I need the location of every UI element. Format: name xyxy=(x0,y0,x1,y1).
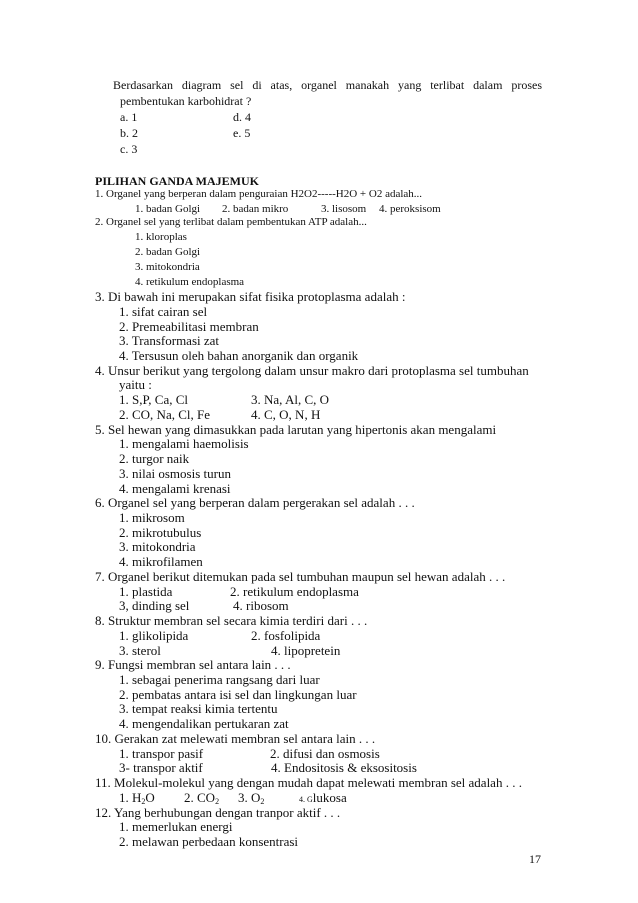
q7-option-2: 2. retikulum endoplasma xyxy=(230,583,359,599)
q9-option-1: 1. sebagai penerima rangsang dari luar xyxy=(119,672,320,687)
intro-option-e: e. 5 xyxy=(233,126,251,140)
q5-option-4: 4. mengalami krenasi xyxy=(119,480,231,496)
q12-option-1: 1. memerlukan energi xyxy=(119,819,233,835)
q4-option-2: 2. CO, Na, Cl, Fe xyxy=(119,406,210,422)
q11-option-4-pre: 4. G xyxy=(299,794,313,804)
q7-option-1: 1. plastida xyxy=(119,583,173,599)
q9-option-3: 3. tempat reaksi kimia tertentu xyxy=(119,701,278,717)
q9-option-2: 2. pembatas antara isi sel dan lingkungan luar xyxy=(119,686,357,702)
page-number: 17 xyxy=(529,852,541,866)
q8-option-3: 3. sterol xyxy=(119,642,161,658)
q11-option-1-post: O xyxy=(145,789,155,805)
question-3: 3. Di bawah ini merupakan sifat fisika protoplasma adalah : xyxy=(95,289,406,304)
q11-option-1-pre: 1. H xyxy=(119,789,142,805)
q10-option-3: 3- transpor aktif xyxy=(119,760,203,776)
intro-option-c: c. 3 xyxy=(120,142,138,156)
q10-option-2: 2. difusi dan osmosis xyxy=(270,745,380,761)
q8-option-4: 4. lipopretein xyxy=(271,642,341,658)
q4-option-4: 4. C, O, N, H xyxy=(251,406,321,422)
q10-option-4: 4. Endositosis & eksositosis xyxy=(271,760,417,776)
q5-option-1: 1. mengalami haemolisis xyxy=(119,436,249,452)
question-12: 12. Yang berhubungan dengan tranpor aktif . . . xyxy=(95,804,341,820)
q1-option-2: 2. badan mikro xyxy=(222,203,289,215)
q11-option-3-sub: 2 xyxy=(260,796,265,806)
question-7: 7. Organel berikut ditemukan pada sel tumbuhan maupun sel hewan adalah . . . xyxy=(95,568,506,584)
q8-option-2: 2. fosfolipida xyxy=(251,627,321,643)
q2-option-2: 2. badan Golgi xyxy=(135,246,201,258)
q11-option-4 xyxy=(299,791,347,804)
question-5: 5. Sel hewan yang dimasukkan pada larutan yang hipertonis akan mengalami xyxy=(95,421,497,437)
q3-option-2: 2. Premeabilitasi membran xyxy=(119,318,259,334)
question-8: 8. Struktur membran sel secara kimia terdiri dari . . . xyxy=(95,613,368,629)
q10-option-1: 1. transpor pasif xyxy=(119,745,204,761)
q9-option-4: 4. mengendalikan pertukaran zat xyxy=(119,716,289,732)
q1-option-3: 3. lisosom xyxy=(321,203,367,215)
q4-option-1: 1. S,P, Ca, Cl xyxy=(119,392,188,408)
q5-option-3: 3. nilai osmosis turun xyxy=(119,465,231,481)
q5-option-2: 2. turgor naik xyxy=(119,451,190,466)
q2-option-4: 4. retikulum endoplasma xyxy=(135,276,245,288)
q1-option-1: 1. badan Golgi xyxy=(135,203,201,215)
q7-option-4: 4. ribosom xyxy=(233,598,289,614)
q2-option-3: 3. mitokondria xyxy=(135,261,200,273)
q6-option-3: 3. mitokondria xyxy=(119,539,196,555)
q3-option-3: 3. Transformasi zat xyxy=(119,333,220,349)
q2-option-1: 1. kloroplas xyxy=(135,231,187,243)
intro-question-line2: pembentukan karbohidrat ? xyxy=(120,94,252,108)
q12-option-2: 2. melawan perbedaan konsentrasi xyxy=(119,834,299,849)
intro-option-b: b. 2 xyxy=(120,126,138,140)
q8-option-1: 1. glikolipida xyxy=(119,627,189,643)
q11-option-3 xyxy=(238,791,264,804)
q6-option-4: 4. mikrofilamen xyxy=(119,554,203,570)
question-11: 11. Molekul-molekul yang dengan mudah dapat melewati membran sel adalah . . . xyxy=(95,775,522,791)
q11-option-2-pre: 2. CO xyxy=(184,789,216,805)
question-4: 4. Unsur berikut yang tergolong dalam unsur makro dari protoplasma sel tumbuhan xyxy=(95,362,529,378)
intro-option-a: a. 1 xyxy=(120,110,138,124)
q3-option-4: 4. Tersusun oleh bahan anorganik dan organik xyxy=(119,347,359,363)
q4-option-3: 3. Na, Al, C, O xyxy=(251,392,329,408)
q11-option-2-sub: 2 xyxy=(215,796,220,806)
question-4-line2: yaitu : xyxy=(119,377,152,393)
question-1: 1. Organel yang berperan dalam penguraian H2O2-----H2O + O2 adalah... xyxy=(95,188,423,200)
q1-option-4: 4. peroksisom xyxy=(379,203,441,215)
intro-option-d: d. 4 xyxy=(233,110,251,124)
question-2: 2. Organel sel yang terlibat dalam pembentukan ATP adalah... xyxy=(95,216,367,228)
q6-option-2: 2. mikrotubulus xyxy=(119,524,202,540)
section-title: PILIHAN GANDA MAJEMUK xyxy=(95,174,259,188)
q11-option-3-pre: 3. O xyxy=(238,789,261,805)
q11-option-1 xyxy=(119,791,155,804)
intro-question-line1: Berdasarkan diagram sel di atas, organel manakah yang terlibat dalam proses xyxy=(113,78,542,92)
q11-option-2 xyxy=(184,791,219,804)
question-10: 10. Gerakan zat melewati membran sel antara lain . . . xyxy=(95,730,376,746)
q11-option-4-post: lukosa xyxy=(312,789,347,805)
question-9: 9. Fungsi membran sel antara lain . . . xyxy=(95,657,291,673)
q3-option-1: 1. sifat cairan sel xyxy=(119,303,208,319)
q6-option-1: 1. mikrosom xyxy=(119,509,185,525)
q7-option-3: 3, dinding sel xyxy=(119,598,190,614)
q11-option-1-sub: 2 xyxy=(141,796,146,806)
question-6: 6. Organel sel yang berperan dalam pergerakan sel adalah . . . xyxy=(95,495,415,511)
